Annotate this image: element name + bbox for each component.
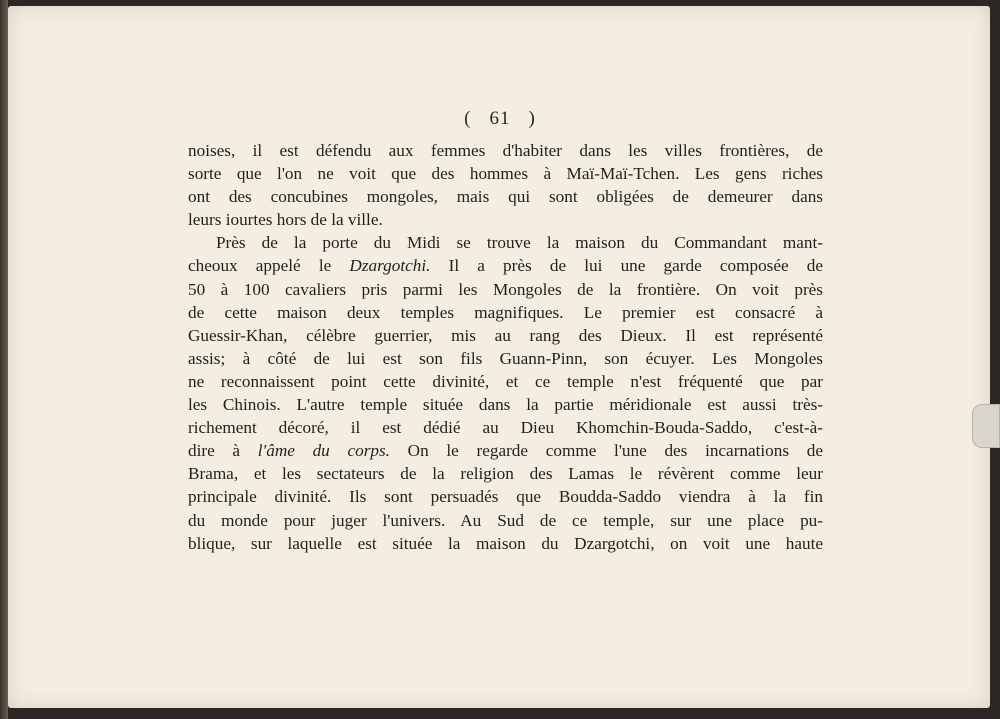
page-number: 61 — [489, 108, 511, 129]
text-fragment: dire à — [188, 441, 258, 461]
text-line — [188, 439, 823, 462]
text-fragment: On le regarde comme l'une des incarnations de — [389, 441, 823, 461]
italic-term: l'âme du corps. — [257, 441, 390, 461]
page-header — [0, 108, 1000, 130]
text-line: du monde pour juger l'univers. Au Sud de ce temple, sur une place pu- — [188, 510, 823, 530]
italic-term: Dzargotchi. — [349, 256, 431, 276]
text-line: 50 à 100 cavaliers pris parmi les Mongoles de la frontière. On voit près — [188, 279, 823, 299]
text-fragment: cheoux appelé le — [188, 256, 350, 276]
text-line: Brama, et les sectateurs de la religion des Lamas le révèrent comme leur — [188, 464, 823, 484]
text-line: les Chinois. L'autre temple située dans la partie méridionale est aussi très- — [188, 395, 823, 415]
text-line: Guessir-Khan, célèbre guerrier, mis au rang des Dieux. Il est représenté — [188, 325, 823, 345]
text-line: leurs iourtes hors de la ville. — [188, 210, 383, 230]
text-line: ne reconnaissent point cette divinité, et ce temple n'est fréquenté que par — [188, 371, 823, 391]
text-line: blique, sur laquelle est située la maison du Dzargotchi, on voit une haute — [188, 533, 823, 553]
page-tab — [972, 404, 1000, 448]
text-line: de cette maison deux temples magnifiques. Le premier est consacré à — [188, 302, 823, 322]
text-line — [188, 254, 823, 277]
text-line: ont des concubines mongoles, mais qui sont obligées de demeurer dans — [188, 187, 823, 207]
text-line: richement décoré, il est dédié au Dieu Khomchin-Bouda-Saddo, c'est-à- — [188, 418, 823, 438]
text-fragment: Il a près de lui une garde composée de — [430, 256, 824, 276]
text-line: noises, il est défendu aux femmes d'habiter dans les villes frontières, de — [188, 141, 823, 160]
text-line: assis; à côté de lui est son fils Guann-Pinn, son écuyer. Les Mongoles — [188, 348, 823, 368]
body-text — [188, 139, 823, 555]
paren-open: ( — [464, 108, 472, 129]
text-line: principale divinité. Ils sont persuadés que Boudda-Saddo viendra à la fin — [188, 487, 823, 507]
text-line: Près de la porte du Midi se trouve la maison du Commandant mant- — [216, 233, 823, 253]
text-line: sorte que l'on ne voit que des hommes à Maï-Maï-Tchen. Les gens riches — [188, 164, 823, 184]
paren-close: ) — [528, 108, 536, 129]
